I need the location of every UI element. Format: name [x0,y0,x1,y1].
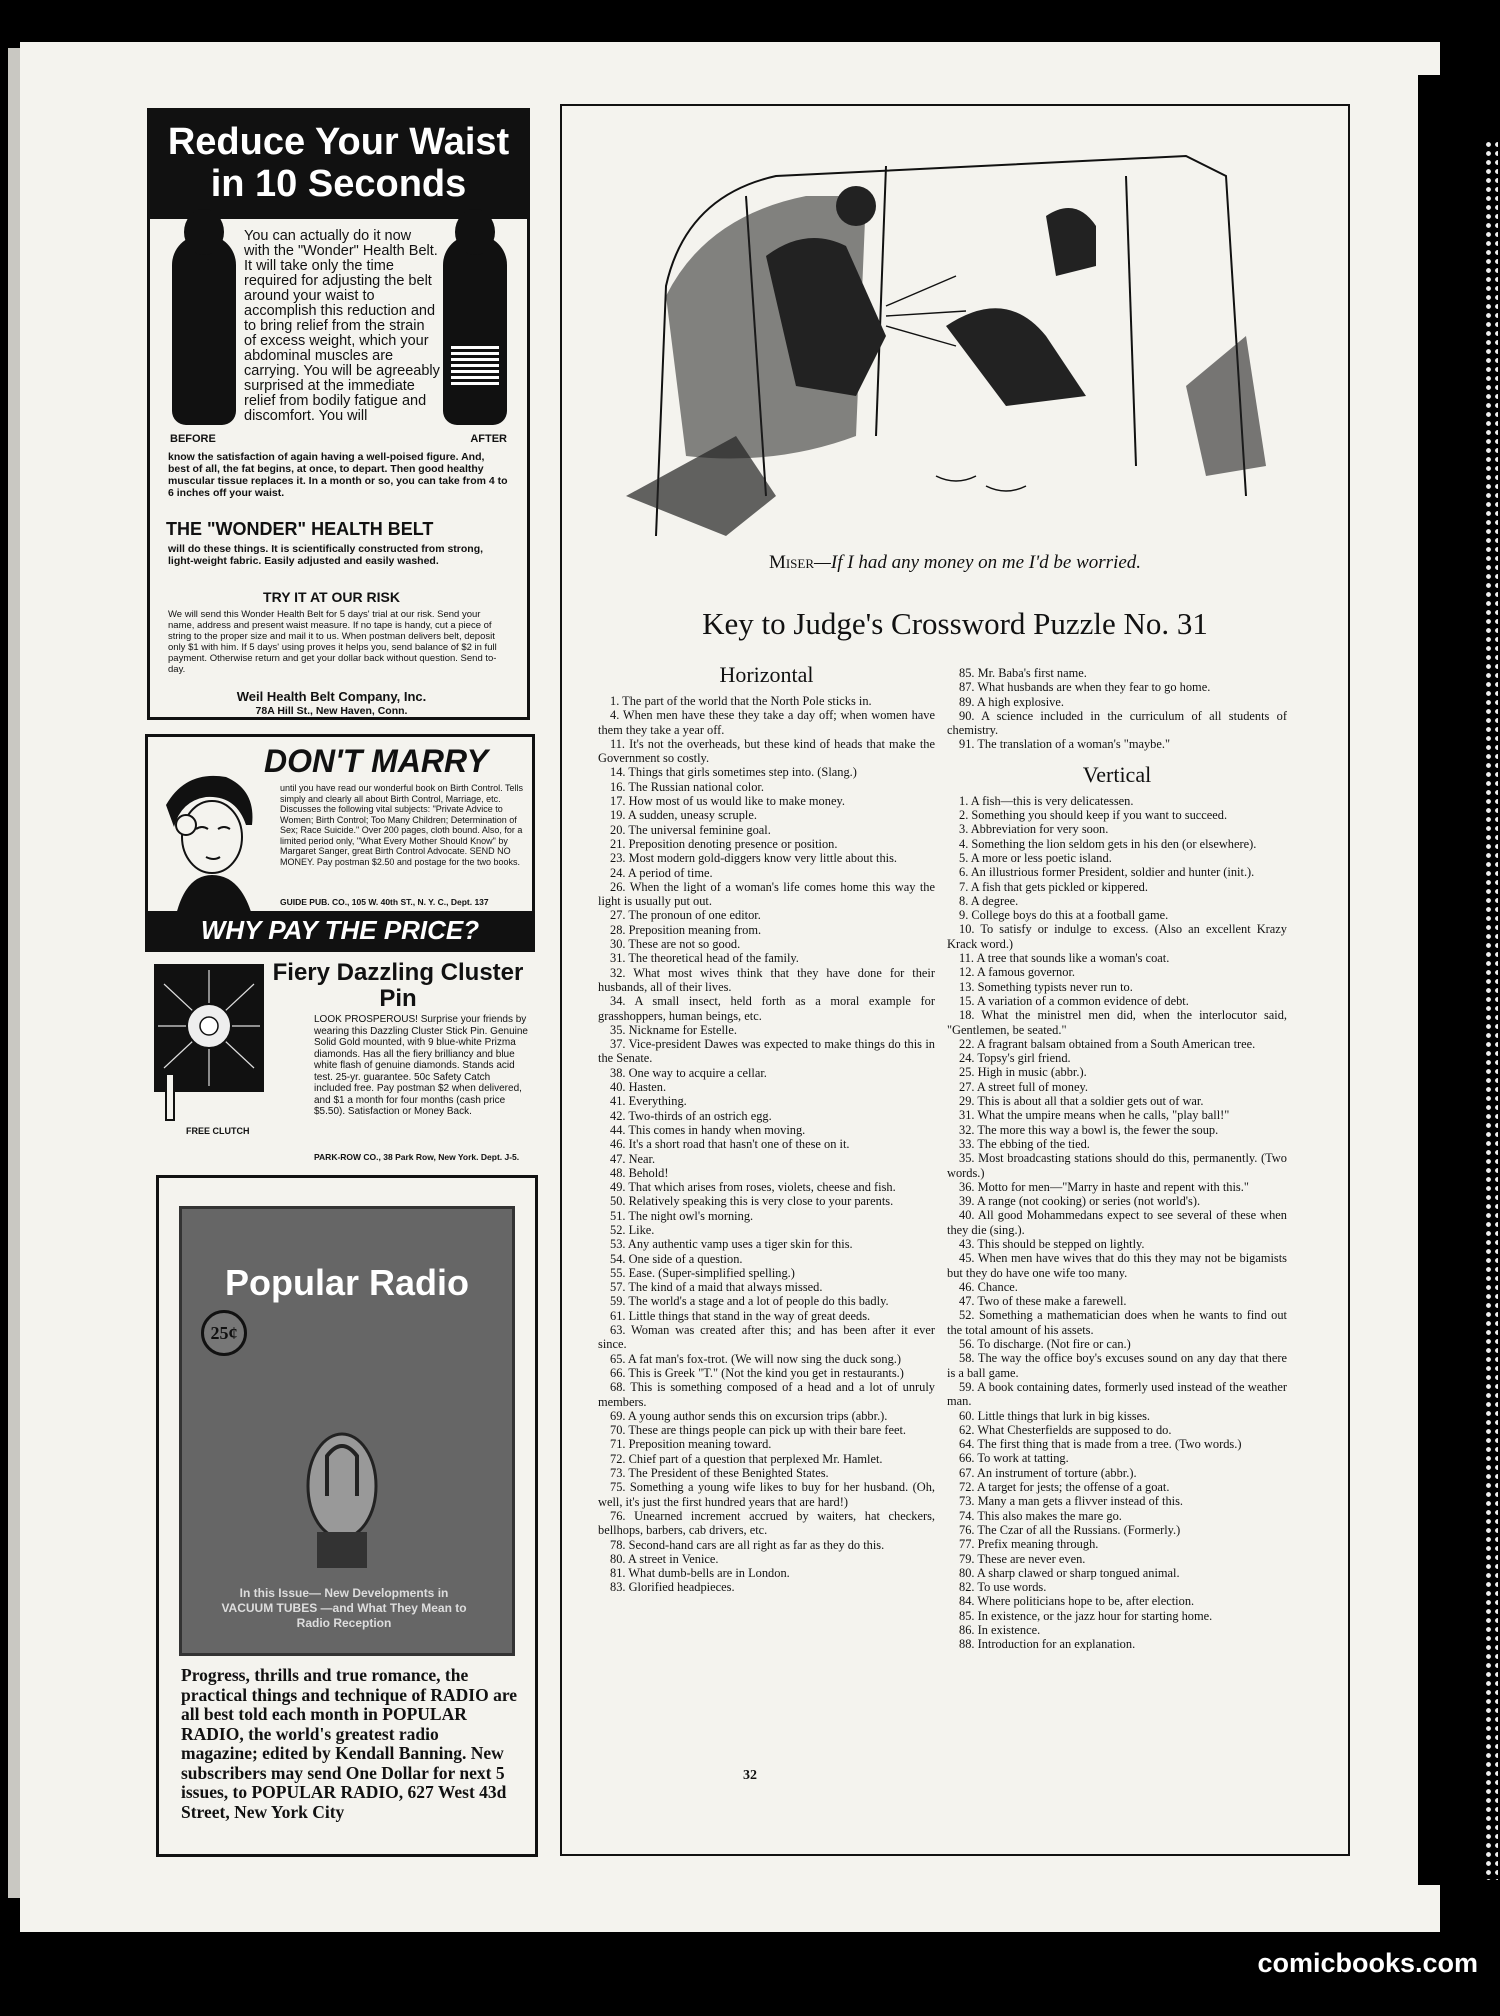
clue-item: 59. The world's a stage and a lot of people do this badly. [610,1294,889,1309]
clue-item: 89. A high explosive. [959,694,1064,709]
ad-dont-marry-text: until you have read our wonderful book on Birth Control. Tells simply and clearly all about Birth Control, Marriage, etc. Discusses the following vital subjects: "Private Advice to Women; Birth Control; Too Many Children; Determination of Sex; Race Suicide." Over 200 pages, cloth bound. Also, for a limited period only, "What Every Mother Should Know" by Margaret Sanger, great Birth Control Advocate. SEND NO MONEY. Pay postman $2.50 and postage for the two books. [280,783,523,867]
clue-item: 7. A fish that gets pickled or kippered. [959,879,1148,894]
ad-popular-radio [156,1175,538,1857]
dotted-border [1484,140,1498,1880]
ad-dont-marry-address: GUIDE PUB. CO., 105 W. 40th ST., N. Y. C., Dept. 137 [280,897,489,907]
clue-item: 53. Any authentic vamp uses a tiger skin for this. [610,1237,853,1252]
clue-item: 66. This is Greek "T." (Not the kind you get in restaurants.) [610,1365,904,1380]
clue-item: 64. The first thing that is made from a tree. (Two words.) [959,1437,1242,1452]
clue-item: 15. A variation of a common evidence of debt. [959,993,1189,1008]
clue-item: 40. All good Mohammedans expect to see several of these when they die (sing.). [947,1208,1287,1237]
ad-health-belt-continuation: know the satisfaction of again having a well-poised figure. And, best of all, the fat begins, at once, to depart. Then good healthy muscular tissue replaces it. In a month or so, you can take from 4 to 6 inches off your waist. [168,451,508,499]
clue-item: 24. Topsy's girl friend. [959,1051,1071,1066]
clue-item: 38. One way to acquire a cellar. [610,1065,767,1080]
clue-item: 18. What the ministrel men did, when the interlocutor said, "Gentlemen, be seated." [947,1008,1287,1037]
clue-item: 32. What most wives think that they have done for their husbands, all of their lives. [598,965,935,994]
clue-item: 81. What dumb-bells are in London. [610,1566,790,1581]
woman-portrait-illustration [156,765,260,915]
clue-item: 63. Woman was created after this; and has been after it ever since. [598,1323,935,1352]
clue-item: 29. This is about all that a soldier gets out of war. [959,1094,1204,1109]
clue-item: 49. That which arises from roses, violets, cheese and fish. [610,1180,896,1195]
clue-item: 16. The Russian national color. [610,779,764,794]
ad-health-belt-product-heading: THE "WONDER" HEALTH BELT [166,519,434,539]
clue-item: 67. An instrument of torture (abbr.). [959,1465,1137,1480]
ad-health-belt-risk-text: We will send this Wonder Health Belt for 5 days' trial at our risk. Send your name, address and present waist measure. If no tape is handy, cut a piece of string to the proper size and mail it to us. When postman delivers belt, deposit only $1 with him. If 5 days' using proves it helps you, send balance of $2 in full payment. Otherwise return and get your dollar back without question. Send to-day. [168,609,497,675]
clue-item: 1. A fish—this is very delicatessen. [959,793,1134,808]
clue-item: 21. Preposition denoting presence or position. [610,836,838,851]
caption-speaker: Miser [768,552,815,573]
clue-item: 51. The night owl's morning. [610,1208,754,1223]
clue-item: 37. Vice-president Dawes was expected to make things do this in the Senate. [598,1037,935,1066]
ad-dont-marry-headline: DON'T MARRY [264,743,488,779]
clue-item: 84. Where politicians hope to be, after election. [959,1594,1195,1609]
clue-item: 30. These are not so good. [610,937,741,952]
clue-item: 44. This comes in handy when moving. [610,1122,806,1137]
clue-item: 32. The more this way a bowl is, the fewer the soup. [959,1122,1219,1137]
clue-item: 70. These are things people can pick up with their bare feet. [610,1423,907,1438]
clue-item: 12. A famous governor. [959,965,1075,980]
clue-item: 34. A small insect, held forth as a moral example for grasshoppers, human beings, etc. [598,994,935,1023]
clue-item: 17. How most of us would like to make money. [610,794,845,809]
after-label: AFTER [470,433,507,445]
clue-item: 20. The universal feminine goal. [610,822,771,837]
clue-item: 56. To discharge. (Not fire or can.) [959,1337,1131,1352]
clue-item: 54. One side of a question. [610,1251,743,1266]
clue-item: 46. It's a short road that hasn't one of these on it. [610,1137,850,1152]
ad-cluster-pin [148,958,538,1168]
after-silhouette [443,235,507,425]
clue-item: 28. Preposition meaning from. [610,922,762,937]
clue-item: 39. A range (not cooking) or series (not world's). [959,1194,1201,1209]
magazine-cover [179,1206,515,1656]
clue-item: 3. Abbreviation for very soon. [959,822,1109,837]
ad-health-belt-address: 78A Hill St., New Haven, Conn. [255,705,408,717]
vertical-heading: Vertical [1082,761,1152,787]
clue-item: 60. Little things that lurk in big kisses. [959,1408,1151,1423]
crossword-key-panel [560,104,1350,1856]
clue-item: 33. The ebbing of the tied. [959,1136,1090,1151]
clue-item: 10. To satisfy or indulge to excess. (Also an excellent Krazy Krack word.) [947,922,1287,951]
clue-item: 85. Mr. Baba's first name. [959,666,1087,680]
clue-item: 59. A book containing dates, formerly used instead of the weather man. [947,1379,1287,1409]
magazine-cover-teaser: In this Issue— New Developments in VACUUM TUBES —and What They Mean to Radio Reception [221,1586,467,1630]
clue-item: 48. Behold! [610,1165,669,1180]
clue-item: 47. Two of these make a farewell. [959,1294,1127,1309]
clue-item: 88. Introduction for an explanation. [959,1637,1136,1652]
clue-item: 36. Motto for men—"Marry in haste and repent with this." [959,1179,1249,1194]
clue-item: 80. A sharp clawed or sharp tongued animal. [959,1565,1180,1580]
clue-item: 25. High in music (abbr.). [959,1065,1087,1080]
clue-item: 76. Unearned increment accrued by waiters, hat checkers, bellhops, barbers, cab drivers, etc. [598,1508,935,1538]
facing-page-edge [1418,75,1478,1885]
clue-item: 52. Something a mathematician does when he wants to find out the total amount of his assets. [947,1308,1287,1337]
clue-item: 52. Like. [610,1222,655,1237]
clue-item: 14. Things that girls sometimes step into. (Slang.) [610,765,857,780]
clue-item: 82. To use words. [959,1580,1047,1595]
clue-item: 74. This also makes the mare go. [959,1508,1122,1523]
clue-item: 27. A street full of money. [959,1079,1088,1094]
clue-item: 46. Chance. [959,1279,1018,1294]
clue-item: 78. Second-hand cars are all right as far as they do this. [610,1537,885,1552]
clue-item: 40. Hasten. [610,1080,667,1095]
clue-item: 91. The translation of a woman's "maybe." [959,737,1171,752]
clue-item: 65. A fat man's fox-trot. (We will now sing the duck song.) [610,1351,901,1366]
clue-item: 23. Most modern gold-diggers know very little about this. [610,851,898,866]
clue-item: 57. The kind of a maid that always missed. [610,1280,823,1295]
magazine-title: Popular Radio [224,1262,470,1303]
clue-item: 85. In existence, or the jazz hour for starting home. [959,1608,1213,1623]
clue-item: 6. An illustrious former President, soldier and hunter (init.). [959,865,1255,880]
ad-cluster-pin-text: LOOK PROSPEROUS! Surprise your friends by wearing this Dazzling Cluster Stick Pin. Genuine Solid Gold mounted, with 9 blue-white Prizma diamonds. Has all the fiery brilliancy and blue white flash of genuine diamonds. Stands acid test. 25-yr. guarantee. 50c Safety Catch included free. Pay postman $2 when delivered, and $1 a month for four months (cash price $5.50). Satisfaction or Money Back. [314,1014,528,1117]
clue-item: 50. Relatively speaking this is very close to your parents. [610,1194,894,1209]
clue-item: 22. A fragrant balsam obtained from a South American tree. [959,1036,1256,1051]
clue-item: 27. The pronoun of one editor. [610,908,761,923]
clue-item: 35. Nickname for Estelle. [610,1022,737,1037]
clue-item: 73. The President of these Benighted States. [610,1466,829,1481]
clue-item: 5. A more or less poetic island. [959,850,1112,865]
clue-item: 24. A period of time. [610,865,713,880]
ad-cluster-pin-headline: Fiery Dazzling Cluster Pin [272,959,524,1012]
ad-dont-marry-banner: WHY PAY THE PRICE? [148,911,532,949]
clue-item: 80. A street in Venice. [610,1551,719,1566]
ad-health-belt-risk-heading: TRY IT AT OUR RISK [263,589,400,605]
clue-item: 9. College boys do this at a football game. [959,908,1169,923]
clue-item: 1. The part of the world that the North Pole sticks in. [610,694,872,708]
caption-text: —If I had any money on me I'd be worried. [814,552,1142,573]
clue-item: 26. When the light of a woman's life comes home this way the light is usually put out. [598,879,935,909]
free-clutch-label: FREE CLUTCH [186,1126,250,1136]
clue-item: 83. Glorified headpieces. [610,1580,735,1595]
clue-item: 58. The way the office boy's excuses sound on any day that there is a ball game. [947,1351,1287,1380]
clue-item: 61. Little things that stand in the way of great deeds. [610,1308,871,1323]
clue-item: 4. When men have these they take a day off; when women have them they take a year off. [598,708,935,737]
page-number: 32 [743,1768,757,1783]
clue-item: 62. What Chesterfields are supposed to do. [959,1422,1172,1437]
clue-item: 73. Many a man gets a flivver instead of this. [959,1494,1184,1509]
clue-item: 71. Preposition meaning toward. [610,1437,772,1452]
cartoon-illustration [626,136,1286,556]
before-label: BEFORE [170,433,216,445]
clue-item: 47. Near. [610,1151,656,1166]
vacuum-tube-icon [297,1426,387,1576]
clue-item: 55. Ease. (Super-simplified spelling.) [610,1265,795,1280]
puzzle-column-left [598,662,935,1595]
clue-item: 31. What the umpire means when he calls, "play ball!" [959,1108,1230,1123]
clue-item: 2. Something you should keep if you want to succeed. [959,808,1228,823]
magazine-price: 25¢ [201,1310,247,1356]
clue-item: 43. This should be stepped on lightly. [959,1236,1145,1251]
clue-item: 4. Something the lion seldom gets in his den (or elsewhere). [959,836,1257,851]
clue-item: 68. This is something composed of a head and a lot of unruly members. [598,1380,935,1409]
clue-item: 8. A degree. [959,893,1019,908]
clue-item: 19. A sudden, uneasy scruple. [610,808,757,823]
clue-item: 86. In existence. [959,1623,1041,1637]
cluster-pin-image [154,964,264,1124]
clue-item: 42. Two-thirds of an ostrich egg. [610,1108,772,1123]
clue-item: 72. A target for jests; the offense of a goat. [959,1480,1170,1495]
ad-popular-radio-text: Progress, thrills and true romance, the practical things and technique of RADIO are all best told each month in POPULAR RADIO, the world's greatest radio magazine; edited by Kendall Banning. New subscribers may send One Dollar for next 5 issues, to POPULAR RADIO, 627 West 43d Street, New York City [181,1665,518,1822]
clue-item: 90. A science included in the curriculum of all students of chemistry. [947,708,1287,738]
ad-health-belt-intro: You can actually do it now with the "Wonder" Health Belt. It will take only the time required for adjusting the belt around your waist to accomplish this reduction and to bring relief from the strain of excess weight, which your abdominal muscles are carrying. You will be agreeably surprised at the immediate relief from bodily fatigue and discomfort. You will [244,228,440,424]
ad-health-belt-product-text: will do these things. It is scientifically constructed from strong, light-weight fabric. Easily adjusted and easily washed. [168,543,484,567]
clue-item: 13. Something typists never run to. [959,979,1133,994]
clue-item: 35. Most broadcasting stations should do this, permanently. (Two words.) [947,1151,1287,1180]
puzzle-key-title: Key to Judge's Crossword Puzzle No. 31 [702,606,1208,641]
ad-dont-marry [145,734,535,952]
puzzle-column-right [947,666,1287,1652]
watermark: comicbooks.com [1257,1948,1478,1978]
clue-item: 69. A young author sends this on excursion trips (abbr.). [610,1408,888,1423]
ad-health-belt-company: Weil Health Belt Company, Inc. [236,689,427,704]
clue-item: 11. A tree that sounds like a woman's coat. [959,951,1170,966]
clue-item: 77. Prefix meaning through. [959,1537,1099,1552]
horizontal-heading: Horizontal [719,662,814,687]
cartoon-caption [562,552,1348,574]
before-silhouette [172,235,236,425]
clue-item: 66. To work at tatting. [959,1451,1069,1466]
clue-item: 87. What husbands are when they fear to go home. [959,680,1211,695]
ad-health-belt-headline: Reduce Your Waist in 10 Seconds [150,111,527,219]
ad-health-belt [147,108,530,720]
clue-item: 72. Chief part of a question that perplexed Mr. Hamlet. [610,1451,883,1466]
ad-cluster-pin-address: PARK-ROW CO., 38 Park Row, New York. Dept. J-5. [314,1152,520,1162]
clue-item: 45. When men have wives that do this they may not be bigamists but they do have one wife too many. [947,1251,1287,1280]
clue-item: 41. Everything. [610,1094,687,1109]
clue-item: 31. The theoretical head of the family. [610,951,799,966]
clue-item: 76. The Czar of all the Russians. (Formerly.) [959,1522,1181,1537]
clue-item: 79. These are never even. [959,1551,1086,1566]
clue-item: 75. Something a young wife likes to buy for her husband. (Oh, well, it's just the first hundred years that are hard!) [598,1480,935,1509]
clue-item: 11. It's not the overheads, but these kind of heads that make the Government so costly. [598,736,935,766]
